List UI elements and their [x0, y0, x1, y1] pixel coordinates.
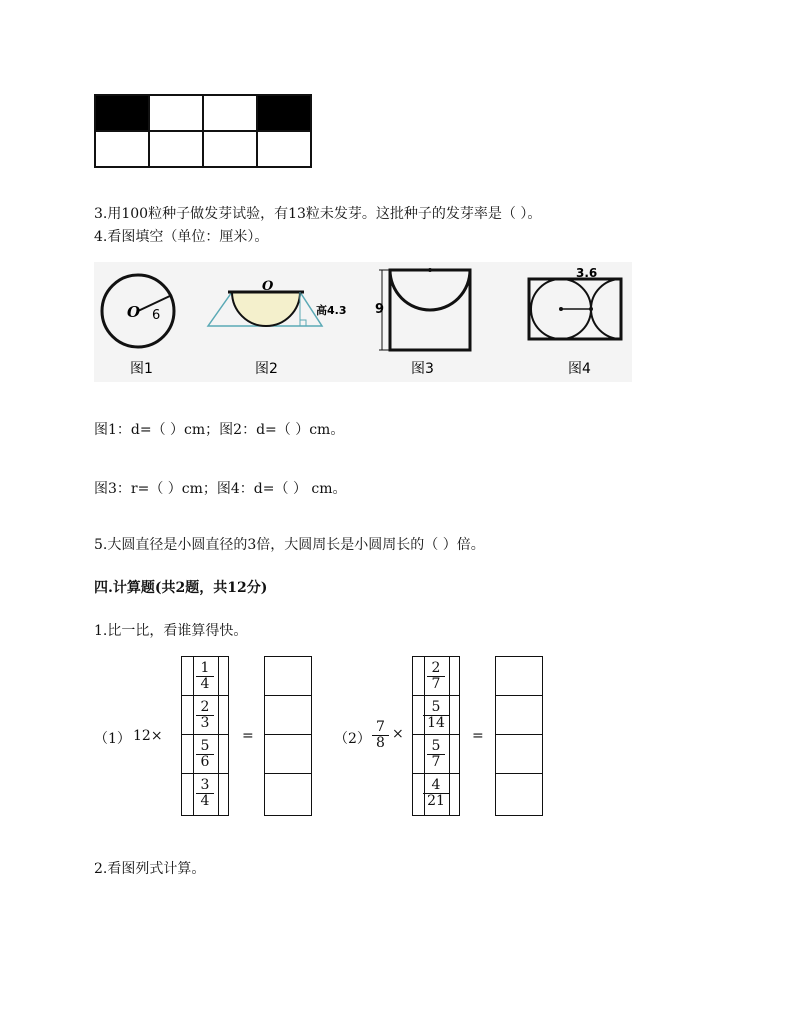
question-4: 4.看图填空（单位：厘米）。 [94, 229, 269, 245]
section-4-title: 四.计算题(共2题，共12分) [94, 580, 268, 596]
calc-question-2: 2.看图列式计算。 [94, 861, 206, 877]
fraction-cell: $\frac{5}{7}$ [413, 735, 459, 774]
grid-cell [203, 131, 257, 167]
fig3-caption: 图3 [411, 361, 434, 377]
fig2-caption: 图2 [255, 361, 278, 377]
question-5: 5.大圆直径是小圆直径的3倍，大圆周长是小圆周长的（ ）倍。 [94, 537, 485, 553]
problem-2-fraction-column [412, 656, 460, 816]
fig2-center-label: O [262, 279, 274, 294]
fraction-cell: $\frac{2}{7}$ [413, 657, 459, 696]
answer-box[interactable] [496, 735, 542, 774]
problem-2-answer-column [495, 656, 543, 816]
problem-2-times: × [392, 726, 404, 742]
figure-1 [102, 275, 174, 347]
answer-box[interactable] [265, 696, 311, 735]
fraction-cell: $\frac{2}{3}$ [182, 696, 228, 735]
fraction-cell: $\frac{1}{4}$ [182, 657, 228, 696]
fig3-side-label: 9 [375, 302, 385, 317]
figures-svg [94, 262, 632, 382]
shaded-grid [94, 94, 312, 168]
answer-box[interactable] [496, 696, 542, 735]
calc-question-1: 1.比一比，看谁算得快。 [94, 623, 248, 639]
grid-cell [95, 131, 149, 167]
fraction-cell: $\frac{3}{4}$ [182, 774, 228, 813]
fig1-radius-label: 6 [152, 308, 161, 323]
answer-box[interactable] [496, 657, 542, 696]
answer-box[interactable] [265, 657, 311, 696]
grid-cell [149, 131, 203, 167]
grid-cell-shaded [95, 95, 149, 131]
fraction-cell: $\frac{5}{6}$ [182, 735, 228, 774]
grid-cell-shaded [257, 95, 311, 131]
q4-answer-line-1: 图1：d=（ ）cm；图2：d=（ ）cm。 [94, 422, 345, 438]
answer-box[interactable] [496, 774, 542, 813]
fig4-caption: 图4 [568, 361, 591, 377]
problem-2-multiplier: $\frac{7}{8}$ [372, 716, 389, 751]
answer-box[interactable] [265, 774, 311, 813]
figure-4 [529, 266, 621, 339]
problem-2-label: （2） [334, 731, 371, 747]
figure-3 [375, 268, 470, 350]
fig4-top-label: 3.6 [576, 266, 598, 280]
grid-cell [203, 95, 257, 131]
fig1-caption: 图1 [130, 361, 153, 377]
answer-box[interactable] [265, 735, 311, 774]
fraction-cell: $\frac{4}{21}$ [413, 774, 459, 813]
problem-1-multiplier: 12× [133, 728, 163, 744]
grid-cell [257, 131, 311, 167]
problem-1-answer-column [264, 656, 312, 816]
problem-2-equals: = [472, 728, 484, 744]
grid-cell [149, 95, 203, 131]
problem-1-label: （1） [94, 731, 131, 747]
problem-1-fraction-column [181, 656, 229, 816]
problem-1-equals: = [242, 728, 254, 744]
figure-2 [208, 279, 347, 326]
question-3: 3.用100粒种子做发芽试验，有13粒未发芽。这批种子的发芽率是（ ）。 [94, 206, 542, 222]
figure-strip [94, 262, 632, 382]
fig2-height-label: 高4.3 [316, 304, 347, 317]
fig1-center-label: O [127, 303, 141, 321]
fraction-cell: $\frac{5}{14}$ [413, 696, 459, 735]
q4-answer-line-2: 图3：r=（ ）cm；图4：d=（ ） cm。 [94, 481, 347, 497]
